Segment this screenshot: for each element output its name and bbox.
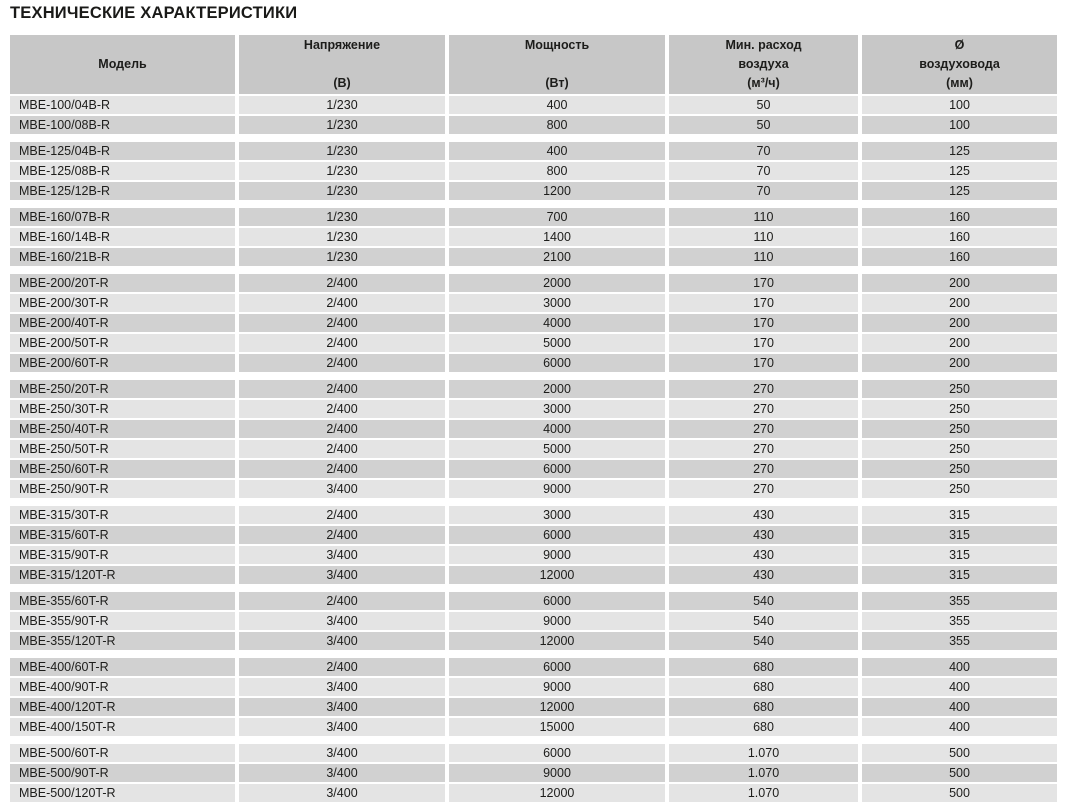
diameter-cell: 400 — [862, 658, 1057, 676]
table-row — [10, 784, 1057, 802]
voltage-cell: 2/400 — [239, 460, 445, 478]
airflow-cell: 430 — [669, 506, 858, 524]
table-row — [10, 380, 1057, 398]
voltage-cell: 2/400 — [239, 658, 445, 676]
diameter-cell: 355 — [862, 592, 1057, 610]
table-row — [10, 546, 1057, 564]
diameter-cell: 100 — [862, 116, 1057, 134]
voltage-cell: 3/400 — [239, 784, 445, 802]
table-header-row — [10, 35, 1057, 94]
diameter-cell: 315 — [862, 526, 1057, 544]
airflow-cell: 270 — [669, 460, 858, 478]
model-cell: MBE-125/04B-R — [10, 142, 235, 160]
power-cell: 12000 — [449, 632, 665, 650]
voltage-cell: 2/400 — [239, 400, 445, 418]
model-cell: MBE-125/12B-R — [10, 182, 235, 200]
airflow-cell: 540 — [669, 632, 858, 650]
table-row — [10, 526, 1057, 544]
header-diameter-unit: (мм) — [946, 76, 973, 90]
power-cell: 700 — [449, 208, 665, 226]
model-cell: MBE-315/30T-R — [10, 506, 235, 524]
power-cell: 3000 — [449, 400, 665, 418]
voltage-cell: 2/400 — [239, 314, 445, 332]
airflow-cell: 680 — [669, 698, 858, 716]
voltage-cell: 2/400 — [239, 294, 445, 312]
table-row — [10, 294, 1057, 312]
diameter-cell: 315 — [862, 546, 1057, 564]
power-cell: 12000 — [449, 698, 665, 716]
voltage-cell: 1/230 — [239, 162, 445, 180]
diameter-cell: 400 — [862, 678, 1057, 696]
voltage-cell: 2/400 — [239, 354, 445, 372]
diameter-cell: 500 — [862, 764, 1057, 782]
model-cell: MBE-355/90T-R — [10, 612, 235, 630]
airflow-cell: 270 — [669, 420, 858, 438]
power-cell: 4000 — [449, 314, 665, 332]
diameter-cell: 125 — [862, 142, 1057, 160]
diameter-cell: 250 — [862, 380, 1057, 398]
power-cell: 3000 — [449, 506, 665, 524]
diameter-cell: 250 — [862, 480, 1057, 498]
power-cell: 1400 — [449, 228, 665, 246]
airflow-cell: 70 — [669, 182, 858, 200]
header-model — [10, 35, 235, 94]
power-cell: 800 — [449, 162, 665, 180]
diameter-cell: 200 — [862, 354, 1057, 372]
diameter-cell: 125 — [862, 162, 1057, 180]
diameter-cell: 200 — [862, 314, 1057, 332]
header-power-label: Мощность — [524, 38, 590, 52]
airflow-cell: 50 — [669, 116, 858, 134]
table-row — [10, 400, 1057, 418]
voltage-cell: 3/400 — [239, 546, 445, 564]
power-cell: 2100 — [449, 248, 665, 266]
airflow-cell: 110 — [669, 228, 858, 246]
voltage-cell: 2/400 — [239, 380, 445, 398]
airflow-cell: 170 — [669, 334, 858, 352]
voltage-cell: 2/400 — [239, 440, 445, 458]
airflow-cell: 680 — [669, 658, 858, 676]
power-cell: 1200 — [449, 182, 665, 200]
model-cell: MBE-200/20T-R — [10, 274, 235, 292]
voltage-cell: 3/400 — [239, 566, 445, 584]
model-cell: MBE-400/150T-R — [10, 718, 235, 736]
model-cell: MBE-100/04B-R — [10, 96, 235, 114]
model-cell: MBE-160/21B-R — [10, 248, 235, 266]
table-row — [10, 420, 1057, 438]
voltage-cell: 1/230 — [239, 142, 445, 160]
header-power-unit: (Вт) — [545, 76, 569, 90]
model-cell: MBE-500/120T-R — [10, 784, 235, 802]
diameter-cell: 250 — [862, 460, 1057, 478]
voltage-cell: 2/400 — [239, 526, 445, 544]
diameter-cell: 500 — [862, 784, 1057, 802]
diameter-cell: 250 — [862, 400, 1057, 418]
diameter-cell: 160 — [862, 248, 1057, 266]
model-cell: MBE-400/90T-R — [10, 678, 235, 696]
model-cell: MBE-200/60T-R — [10, 354, 235, 372]
table-row — [10, 248, 1057, 266]
diameter-cell: 160 — [862, 208, 1057, 226]
diameter-cell: 250 — [862, 440, 1057, 458]
header-model-label: Модель — [98, 57, 147, 71]
power-cell: 6000 — [449, 658, 665, 676]
voltage-cell: 2/400 — [239, 334, 445, 352]
power-cell: 400 — [449, 142, 665, 160]
diameter-cell: 125 — [862, 182, 1057, 200]
model-cell: MBE-250/60T-R — [10, 460, 235, 478]
model-cell: MBE-250/40T-R — [10, 420, 235, 438]
model-cell: MBE-500/90T-R — [10, 764, 235, 782]
voltage-cell: 2/400 — [239, 506, 445, 524]
power-cell: 9000 — [449, 480, 665, 498]
diameter-cell: 315 — [862, 506, 1057, 524]
airflow-cell: 110 — [669, 248, 858, 266]
model-cell: MBE-250/20T-R — [10, 380, 235, 398]
power-cell: 9000 — [449, 764, 665, 782]
model-cell: MBE-250/90T-R — [10, 480, 235, 498]
table-row — [10, 162, 1057, 180]
page-title: ТЕХНИЧЕСКИЕ ХАРАКТЕРИСТИКИ — [10, 4, 298, 22]
diameter-cell: 100 — [862, 96, 1057, 114]
airflow-cell: 430 — [669, 566, 858, 584]
power-cell: 6000 — [449, 460, 665, 478]
airflow-cell: 680 — [669, 718, 858, 736]
model-cell: MBE-125/08B-R — [10, 162, 235, 180]
power-cell: 800 — [449, 116, 665, 134]
model-cell: MBE-500/60T-R — [10, 744, 235, 762]
power-cell: 6000 — [449, 592, 665, 610]
header-voltage-unit: (В) — [333, 76, 351, 90]
power-cell: 400 — [449, 96, 665, 114]
model-cell: MBE-200/40T-R — [10, 314, 235, 332]
airflow-cell: 270 — [669, 380, 858, 398]
model-cell: MBE-315/90T-R — [10, 546, 235, 564]
table-row — [10, 354, 1057, 372]
voltage-cell: 1/230 — [239, 208, 445, 226]
voltage-cell: 3/400 — [239, 632, 445, 650]
voltage-cell: 1/230 — [239, 116, 445, 134]
airflow-cell: 430 — [669, 546, 858, 564]
model-cell: MBE-160/07B-R — [10, 208, 235, 226]
airflow-cell: 170 — [669, 274, 858, 292]
voltage-cell: 3/400 — [239, 764, 445, 782]
airflow-cell: 270 — [669, 440, 858, 458]
voltage-cell: 1/230 — [239, 182, 445, 200]
airflow-cell: 170 — [669, 314, 858, 332]
header-airflow — [669, 35, 858, 94]
power-cell: 12000 — [449, 566, 665, 584]
power-cell: 5000 — [449, 440, 665, 458]
diameter-cell: 160 — [862, 228, 1057, 246]
header-airflow-unit: (м³/ч) — [747, 76, 780, 90]
voltage-cell: 3/400 — [239, 678, 445, 696]
voltage-cell: 3/400 — [239, 480, 445, 498]
airflow-cell: 50 — [669, 96, 858, 114]
power-cell: 9000 — [449, 678, 665, 696]
table-row — [10, 678, 1057, 696]
airflow-cell: 1.070 — [669, 764, 858, 782]
spec-table-body — [10, 96, 1057, 802]
header-voltage-label: Напряжение — [303, 38, 381, 52]
power-cell: 4000 — [449, 420, 665, 438]
spec-table — [10, 35, 1057, 803]
table-row — [10, 718, 1057, 736]
airflow-cell: 170 — [669, 294, 858, 312]
header-airflow-label-2: воздуха — [738, 57, 789, 71]
power-cell: 2000 — [449, 380, 665, 398]
model-cell: MBE-400/120T-R — [10, 698, 235, 716]
power-cell: 6000 — [449, 744, 665, 762]
diameter-cell: 500 — [862, 744, 1057, 762]
voltage-cell: 3/400 — [239, 744, 445, 762]
table-row — [10, 658, 1057, 676]
diameter-cell: 400 — [862, 718, 1057, 736]
header-airflow-label-1: Мин. расход — [725, 38, 802, 52]
voltage-cell: 3/400 — [239, 698, 445, 716]
table-row — [10, 460, 1057, 478]
table-row — [10, 744, 1057, 762]
table-row — [10, 334, 1057, 352]
airflow-cell: 540 — [669, 592, 858, 610]
airflow-cell: 1.070 — [669, 784, 858, 802]
diameter-icon: Ø — [954, 38, 965, 52]
power-cell: 12000 — [449, 784, 665, 802]
table-row — [10, 116, 1057, 134]
table-row — [10, 698, 1057, 716]
table-row — [10, 228, 1057, 246]
model-cell: MBE-160/14B-R — [10, 228, 235, 246]
header-diameter — [862, 35, 1057, 94]
model-cell: MBE-200/30T-R — [10, 294, 235, 312]
model-cell: MBE-355/60T-R — [10, 592, 235, 610]
table-row — [10, 592, 1057, 610]
airflow-cell: 110 — [669, 208, 858, 226]
header-power — [449, 35, 665, 94]
airflow-cell: 430 — [669, 526, 858, 544]
model-cell: MBE-400/60T-R — [10, 658, 235, 676]
header-voltage — [239, 35, 445, 94]
diameter-cell: 355 — [862, 612, 1057, 630]
table-row — [10, 142, 1057, 160]
voltage-cell: 2/400 — [239, 420, 445, 438]
airflow-cell: 270 — [669, 400, 858, 418]
power-cell: 6000 — [449, 526, 665, 544]
model-cell: MBE-100/08B-R — [10, 116, 235, 134]
voltage-cell: 2/400 — [239, 592, 445, 610]
diameter-cell: 355 — [862, 632, 1057, 650]
airflow-cell: 270 — [669, 480, 858, 498]
airflow-cell: 70 — [669, 162, 858, 180]
airflow-cell: 170 — [669, 354, 858, 372]
diameter-cell: 200 — [862, 334, 1057, 352]
table-row — [10, 274, 1057, 292]
power-cell: 9000 — [449, 546, 665, 564]
table-row — [10, 764, 1057, 782]
table-row — [10, 506, 1057, 524]
model-cell: MBE-250/50T-R — [10, 440, 235, 458]
power-cell: 15000 — [449, 718, 665, 736]
power-cell: 6000 — [449, 354, 665, 372]
airflow-cell: 70 — [669, 142, 858, 160]
model-cell: MBE-315/120T-R — [10, 566, 235, 584]
table-row — [10, 632, 1057, 650]
power-cell: 5000 — [449, 334, 665, 352]
table-row — [10, 208, 1057, 226]
diameter-cell: 400 — [862, 698, 1057, 716]
airflow-cell: 680 — [669, 678, 858, 696]
power-cell: 2000 — [449, 274, 665, 292]
voltage-cell: 2/400 — [239, 274, 445, 292]
table-row — [10, 480, 1057, 498]
voltage-cell: 1/230 — [239, 96, 445, 114]
airflow-cell: 540 — [669, 612, 858, 630]
table-row — [10, 314, 1057, 332]
power-cell: 3000 — [449, 294, 665, 312]
model-cell: MBE-315/60T-R — [10, 526, 235, 544]
model-cell: MBE-250/30T-R — [10, 400, 235, 418]
voltage-cell: 3/400 — [239, 718, 445, 736]
model-cell: MBE-200/50T-R — [10, 334, 235, 352]
diameter-cell: 200 — [862, 294, 1057, 312]
diameter-cell: 250 — [862, 420, 1057, 438]
diameter-cell: 200 — [862, 274, 1057, 292]
airflow-cell: 1.070 — [669, 744, 858, 762]
table-row — [10, 566, 1057, 584]
voltage-cell: 1/230 — [239, 228, 445, 246]
diameter-cell: 315 — [862, 566, 1057, 584]
table-row — [10, 612, 1057, 630]
voltage-cell: 3/400 — [239, 612, 445, 630]
power-cell: 9000 — [449, 612, 665, 630]
header-diameter-label: воздуховода — [919, 57, 1000, 71]
table-row — [10, 182, 1057, 200]
voltage-cell: 1/230 — [239, 248, 445, 266]
model-cell: MBE-355/120T-R — [10, 632, 235, 650]
table-row — [10, 440, 1057, 458]
table-row — [10, 96, 1057, 114]
